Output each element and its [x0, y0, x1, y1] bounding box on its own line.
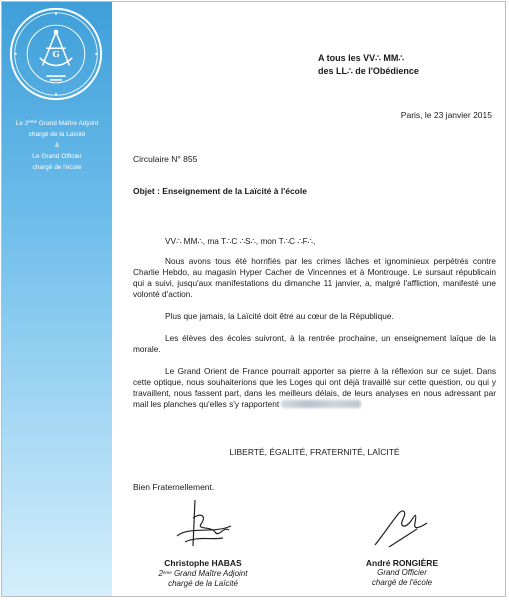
sidebar-line3: &	[54, 142, 60, 149]
signer-role1-rongiere: Grand Officier	[377, 568, 427, 577]
closing-line: Bien Fraternellement.	[133, 482, 215, 492]
letter-body	[133, 236, 496, 421]
signer-role-suffix: Grand Maître Adjoint	[171, 569, 248, 578]
rongiere-signature-icon	[369, 499, 439, 554]
paragraph-1: Nous avons tous été horrifiés par les crimes lâches et ignominieux perpétrés contre Charlie Hebdo, au magasin Hyper Cacher de Vincennes et à Montrouge. Le sursaut républicain qui a suivi, jusqu'aux manifestations du dimanche 11 janvier, a, malgré l'affliction, manifesté une volonté d'action.	[133, 256, 496, 299]
motto: LIBERTÉ, ÉGALITÉ, FRATERNITÉ, LAÏCITÉ	[229, 447, 400, 457]
signer-role-prefix: 2	[158, 569, 163, 578]
sidebar-officer-text	[6, 116, 108, 173]
sidebar-line1-sup: ème	[28, 119, 37, 124]
sidebar	[2, 2, 112, 596]
letter-subject: Objet : Enseignement de la Laïcité à l'école	[133, 186, 307, 196]
signer-role2-rongiere: chargé de l'école	[371, 578, 433, 587]
signer-role2-habas: chargé de la Laïcité	[168, 579, 238, 588]
grand-orient-seal-logo	[8, 6, 104, 102]
signer-name-habas: Christophe HABAS	[164, 558, 242, 568]
signature-block-habas	[133, 558, 273, 589]
circular-number: Circulaire N° 855	[133, 154, 198, 164]
redacted-email	[281, 400, 361, 408]
sidebar-line2: chargé de la Laïcité	[28, 131, 86, 138]
signer-role-sup: ème	[162, 570, 172, 575]
signature-block-rongiere	[332, 558, 472, 588]
signer-name-rongiere: André RONGIÈRE	[365, 558, 439, 568]
address-line1: A tous les VV∴ MM∴	[318, 53, 405, 63]
sidebar-line1-suffix: Grand Maître Adjoint	[37, 120, 99, 127]
sidebar-line1-prefix: Le 2	[15, 120, 29, 127]
paragraph-4-text: Le Grand Orient de France pourrait apporter sa pierre à la réflexion sur ce sujet. Dans cette optique, nous souhaiterions que les Loges qui ont déjà travaillé sur cette question, ou qui y travaillent, nous fassent part, dans les meilleurs délais, de leurs analyses en nous adressant par mail les planches qu'elles s'y rapportent	[133, 366, 496, 409]
sidebar-line4: Le Grand Officier	[32, 153, 82, 160]
sidebar-line5: chargé de l'école	[32, 164, 82, 171]
recipient-address	[318, 52, 419, 78]
letter-page	[1, 1, 506, 597]
paragraph-3: Les élèves des écoles suivront, à la rentrée prochaine, un enseignement laïque de la morale.	[133, 333, 496, 354]
paragraph-2: Plus que jamais, la Laïcité doit être au cœur de la République.	[165, 311, 394, 321]
salutation: VV∴ MM∴, ma T∴C ∴S∴, mon T∴C ∴F∴,	[165, 236, 316, 246]
letter-date: Paris, le 23 janvier 2015	[400, 110, 492, 120]
paragraph-4	[133, 366, 496, 410]
habas-signature-icon	[171, 496, 241, 554]
address-line2: des LL∴ de l'Obédience	[318, 66, 419, 76]
svg-text:G: G	[52, 49, 60, 60]
